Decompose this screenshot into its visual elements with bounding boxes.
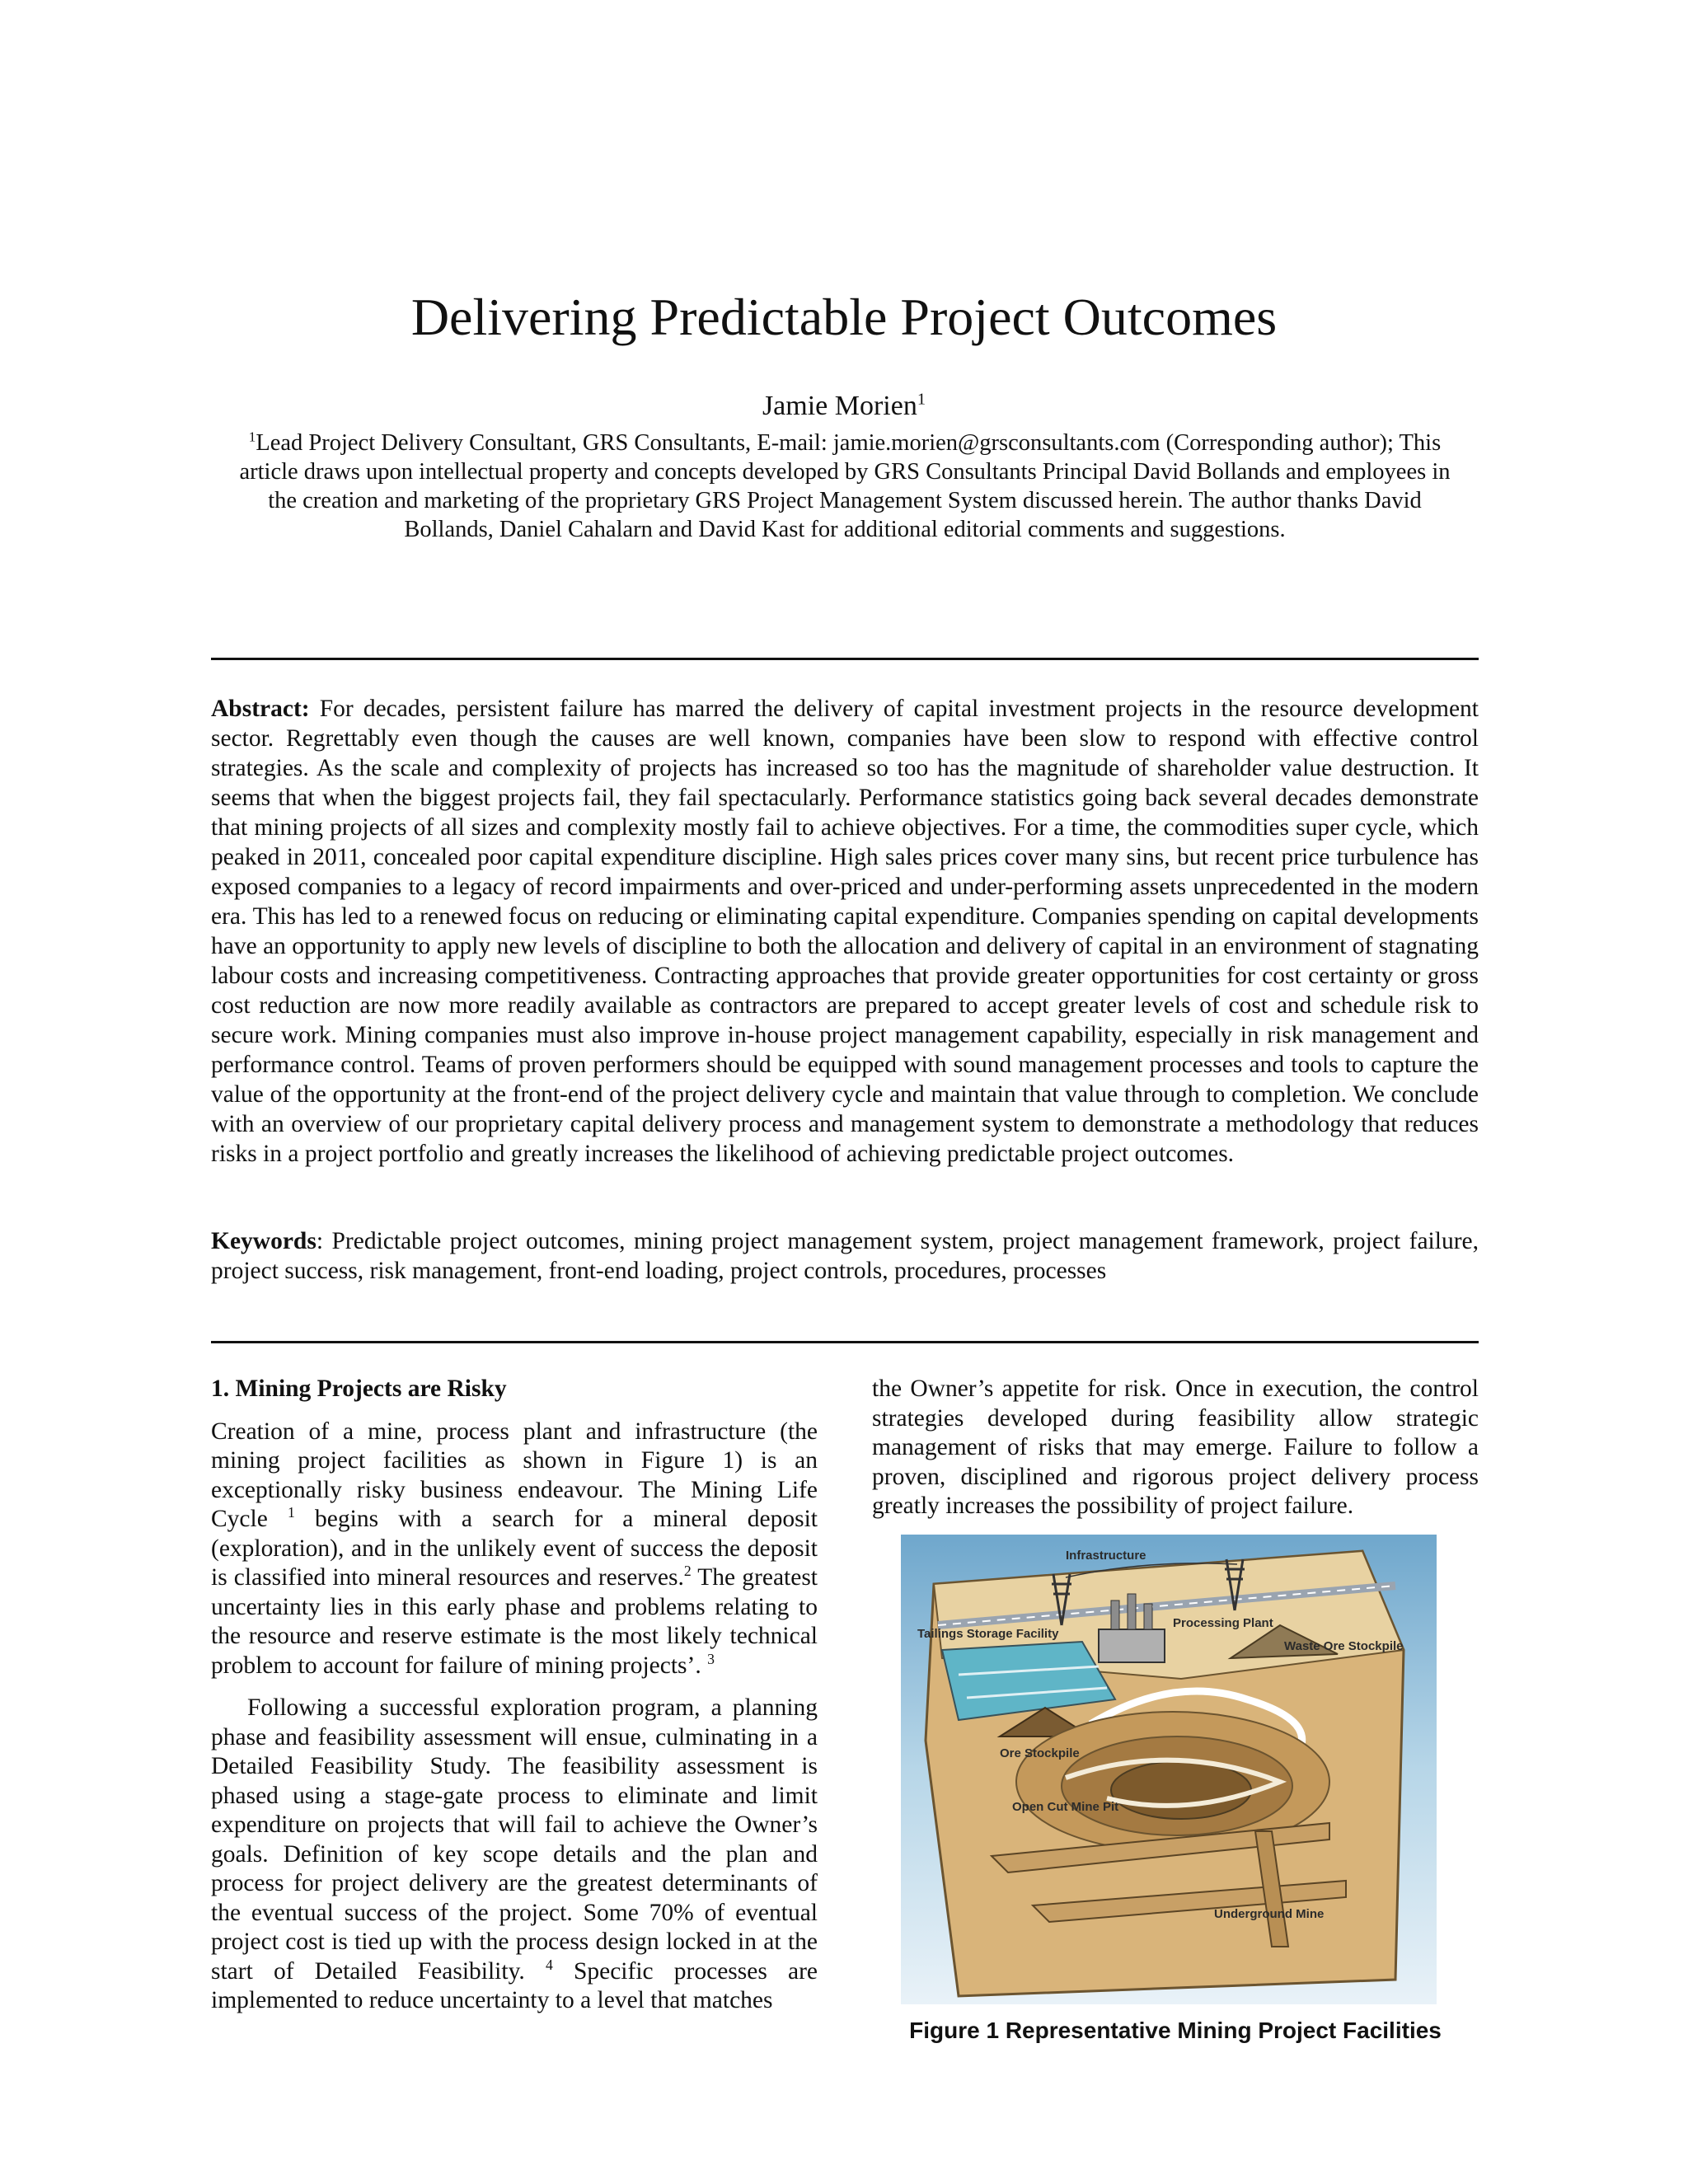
plant-chimney <box>1111 1601 1119 1629</box>
author-name: Jamie Morien <box>762 391 917 421</box>
footnote-ref-3[interactable]: 3 <box>707 1650 715 1667</box>
left-column <box>211 1375 818 2029</box>
label-open-cut: Open Cut Mine Pit <box>1012 1800 1119 1814</box>
keywords-text: : Predictable project outcomes, mining project management system, project management framework, project failure, project success, risk management, front-end loading, project controls, procedures, processes <box>211 1228 1479 1284</box>
label-underground: Underground Mine <box>1214 1907 1325 1921</box>
footnote-ref-4[interactable]: 4 <box>545 1956 553 1973</box>
figure-caption: Figure 1 Representative Mining Project Facilities <box>909 2018 1442 2043</box>
section1-paragraph-1 <box>211 1418 818 1681</box>
section-heading: 1. Mining Projects are Risky <box>211 1376 507 1402</box>
section1-continuation: the Owner’s appetite for risk. Once in execution, the control strategies developed during feasibility allow strategic management of risks that may emerge. Failure to follow a proven, disciplined and rigorous project delivery process greatly increases the possibility of project failure. <box>872 1376 1479 1519</box>
affiliation-text: Lead Project Delivery Consultant, GRS Consultants, E-mail: jamie.morien@grsconsultants.com (Corresponding author); This article draws upon intellectual property and concepts developed by GRS Consultants Principal David Bollands and employees in the creation and marketing of the proprietary GRS Project Management System discussed herein. The author thanks David Bollands, Daniel Cahalarn and David Kast for additional editorial comments and suggestions. <box>239 430 1451 542</box>
keywords-label: Keywords <box>211 1228 316 1254</box>
footnote-ref-1[interactable]: 1 <box>288 1504 295 1521</box>
author-superscript: 1 <box>917 390 926 409</box>
label-ore-stockpile: Ore Stockpile <box>1000 1746 1080 1760</box>
plant-building <box>1099 1629 1165 1662</box>
para1-text-b: begins with a search for a mineral deposit (exploration), and in the unlikely event of success the deposit is classified into mineral resources and reserves. <box>211 1506 818 1591</box>
open-pit-floor <box>1111 1761 1251 1819</box>
para2-text-b: Specific processes are implemented to reduce uncertainty to a level that matches <box>211 1957 818 2013</box>
para1-text-c: The greatest uncertainty lies in this early phase and problems relating to the resource and reserve estimate is the most likely technical problem to account for failure of mining projects’. <box>211 1564 818 1679</box>
footnote-ref-2[interactable]: 2 <box>683 1563 692 1580</box>
label-tailings: Tailings Storage Facility <box>917 1627 1059 1641</box>
abstract <box>211 694 1479 1169</box>
para2-text-a: Following a successful exploration program, a planning phase and feasibility assessment will ensue, culminating in a Detailed Feasibility Study. The feasibility assessment is phased using a stage-gate process to eliminate and limit expenditure on projects that will fail to achieve the Owner’s goals. Definition of key scope details and the plan and process for project delivery are the greatest determinants of the eventual success of the project. Some 70% of eventual project cost is tied up with the process design locked in at the start of Detailed Feasibility. <box>211 1694 818 1985</box>
label-waste-ore: Waste Ore Stockpile <box>1284 1639 1404 1653</box>
label-processing-plant: Processing Plant <box>1173 1616 1273 1630</box>
author-line <box>0 391 1688 422</box>
affiliation-block <box>231 429 1459 544</box>
keywords <box>211 1226 1479 1286</box>
figure-mining-facilities <box>901 1535 1437 2004</box>
para1-text-a: Creation of a mine, process plant and infrastructure (the mining project facilities as shown in Figure 1) is an exceptionally risky business endeavour. The Mining Life Cycle <box>211 1418 818 1532</box>
abstract-label: Abstract: <box>211 696 310 722</box>
paper-title: Delivering Predictable Project Outcomes <box>410 288 1278 346</box>
plant-chimney <box>1128 1594 1136 1629</box>
abstract-text: For decades, persistent failure has marred the delivery of capital investment projects in the resource development sector. Regrettably even though the causes are well known, companies have been slow to respond with effective control strategies. As the scale and complexity of projects has increased so too has the magnitude of shareholder value destruction. It seems that when the biggest projects fail, they fail spectacularly. Performance statistics going back several decades demonstrate that mining projects of all sizes and complexity mostly fail to achieve objectives. For a time, the commodities super cycle, which peaked in 2011, concealed poor capital expenditure discipline. High sales prices cover many sins, but recent price turbulence has exposed companies to a legacy of record impairments and over-priced and under-performing assets unprecedented in the modern era. This has led to a renewed focus on reducing or eliminating capital expenditure. Companies spending on capital developments have an opportunity to apply new levels of discipline to both the allocation and delivery of capital in an environment of stagnating labour costs and increasing competitiveness. Contracting approaches that provide greater opportunities for cost certainty or gross cost reduction are now more readily available as contractors are prepared to accept greater levels of cost and schedule risk to secure work. Mining companies must also improve in-house project management capability, especially in risk management and performance control. Teams of proven performers should be equipped with sound management processes and tools to capture the value of the opportunity at the front-end of the project delivery cycle and maintain that value through to completion. We conclude with an overview of our proprietary capital delivery process and management system to demonstrate a methodology that reduces risks in a project portfolio and greatly increases the likelihood of achieving predictable project outcomes. <box>211 696 1479 1167</box>
bottom-divider <box>211 1341 1479 1343</box>
mining-illustration <box>901 1535 1437 2004</box>
top-divider <box>211 658 1479 660</box>
section1-paragraph-2 <box>211 1694 818 2016</box>
right-column <box>872 1375 1479 1535</box>
label-infrastructure: Infrastructure <box>1066 1549 1146 1563</box>
affiliation-superscript: 1 <box>248 429 256 445</box>
plant-chimney <box>1144 1604 1152 1629</box>
